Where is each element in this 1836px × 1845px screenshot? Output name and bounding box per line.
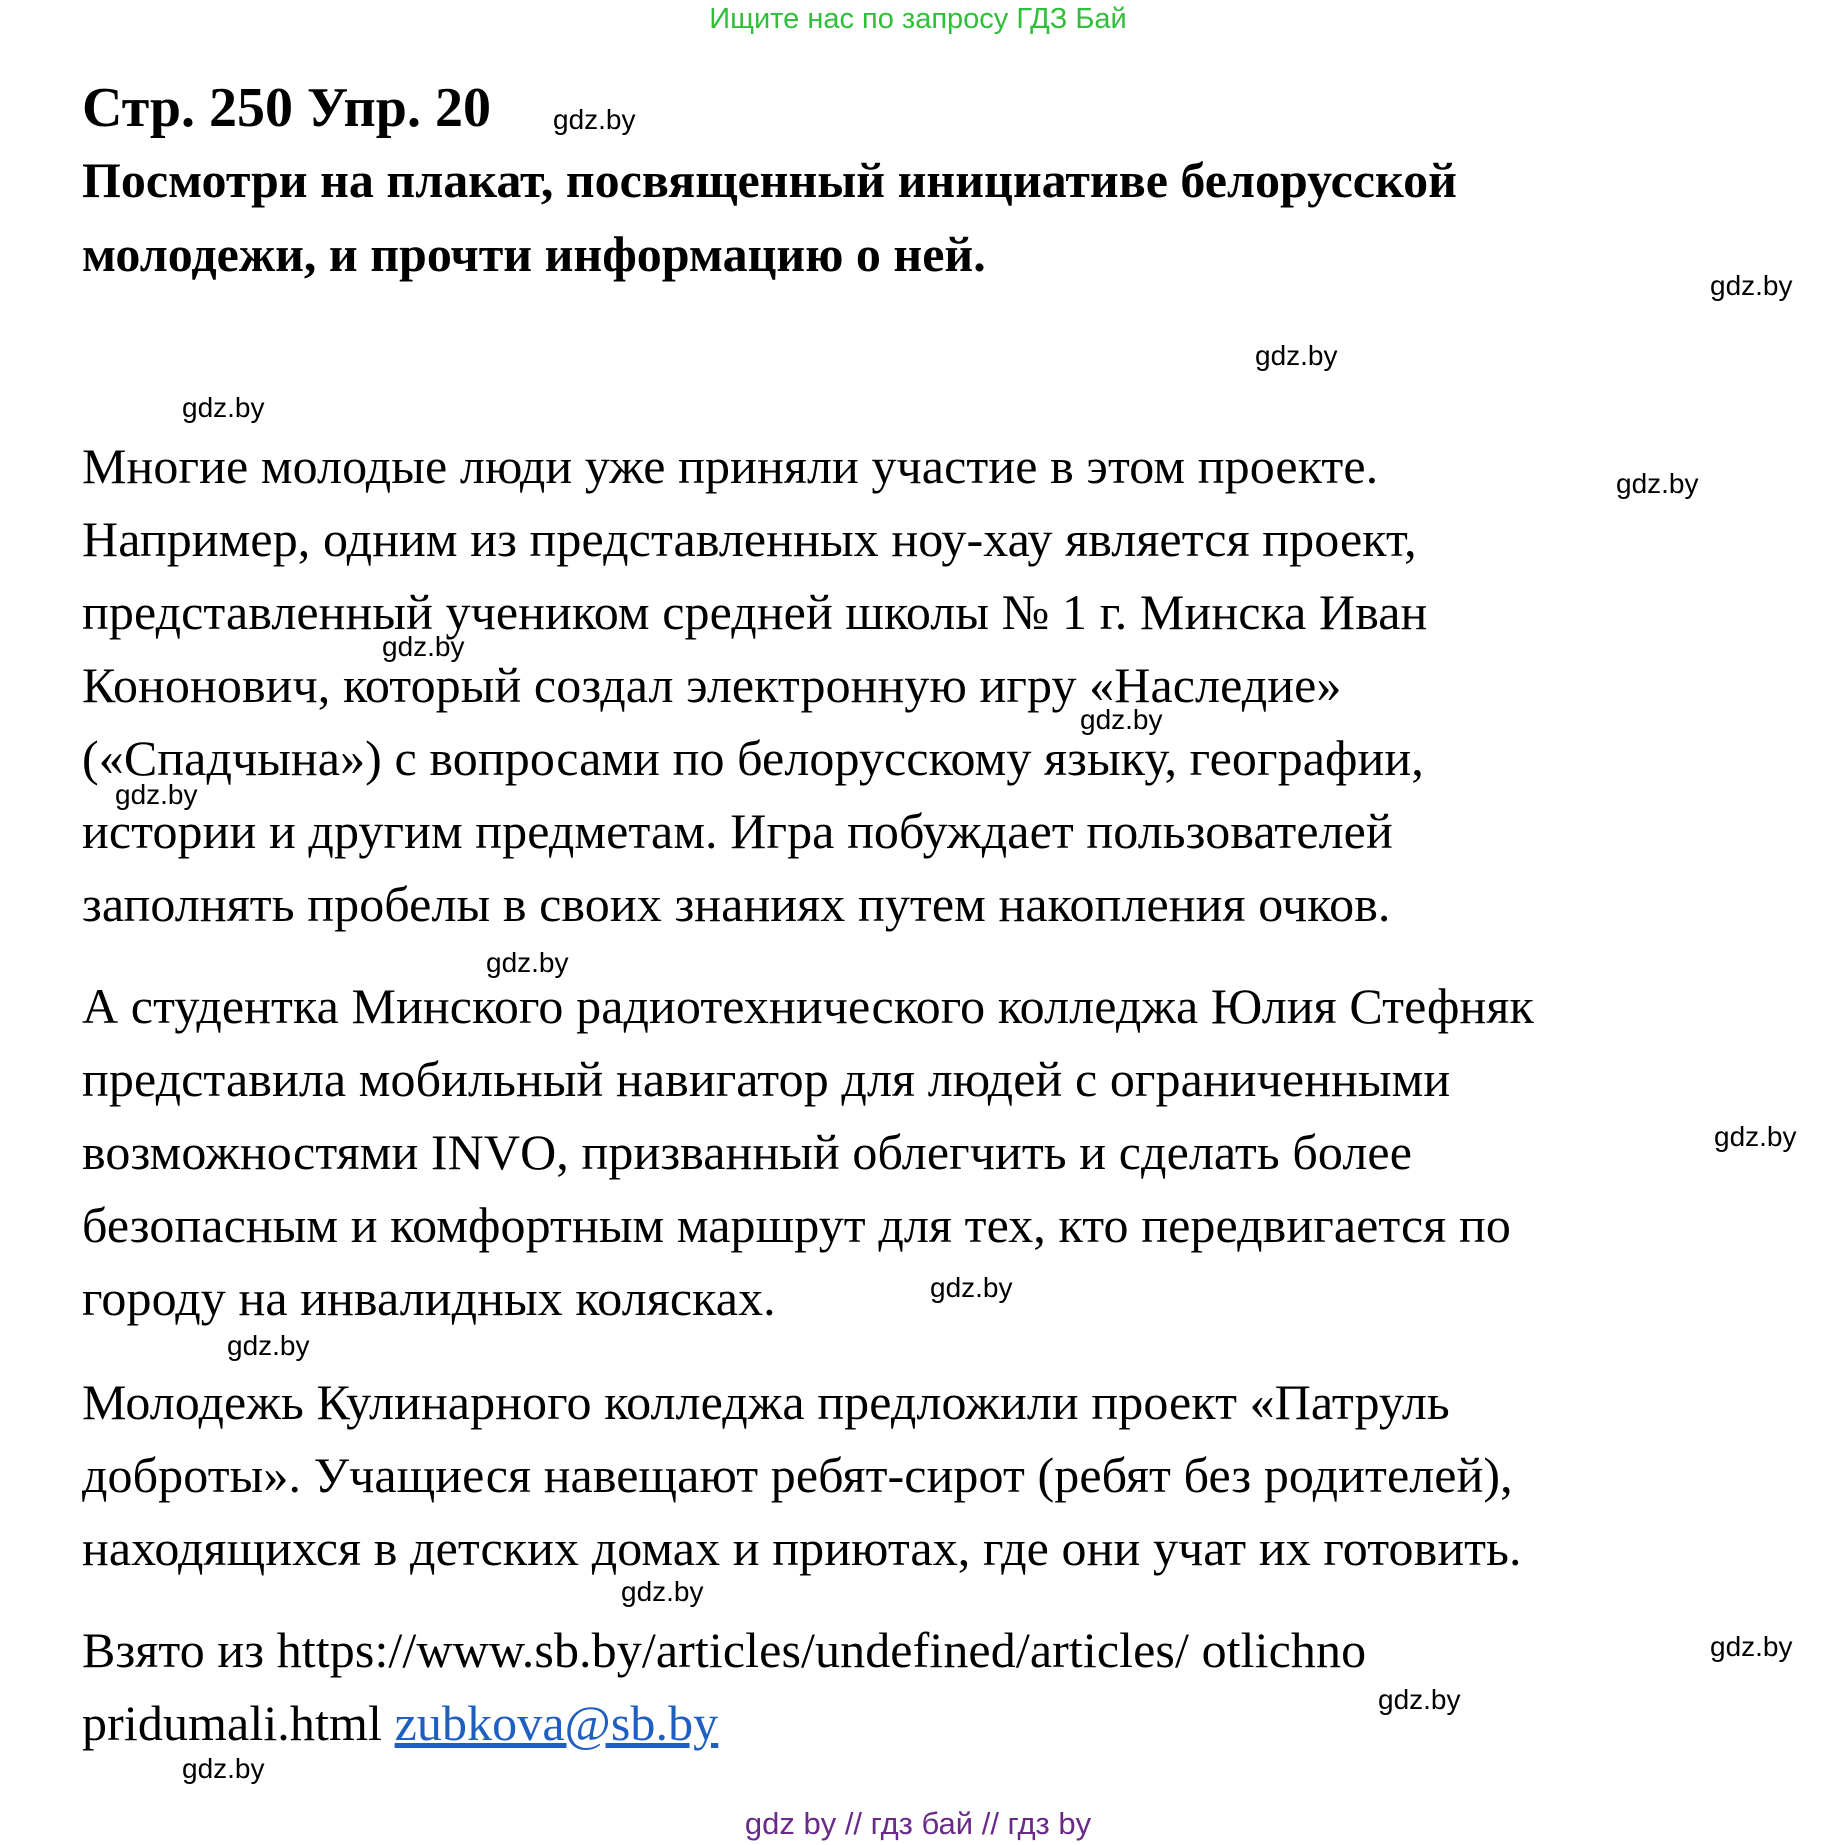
watermark: gdz.by — [227, 1330, 310, 1361]
text-line: Многие молодые люди уже приняли участие в этом проекте. — [82, 438, 1379, 494]
paragraph-knowledge-game — [82, 430, 1427, 941]
watermark: gdz.by — [1255, 340, 1338, 371]
watermark: gdz.by — [486, 947, 569, 978]
watermark: gdz.by — [1378, 1684, 1461, 1715]
text-line: Молодежь Кулинарного колледжа предложили проект «Патруль — [82, 1374, 1450, 1430]
site-search-banner: Ищите нас по запросу ГДЗ Бай — [709, 3, 1127, 35]
text-line: представила мобильный навигатор для людей с ограниченными — [82, 1051, 1451, 1107]
task-statement — [82, 143, 1457, 291]
text-line: А студентка Минского радиотехнического колледжа Юлия Стефняк — [82, 978, 1534, 1034]
watermark: gdz.by — [621, 1576, 704, 1607]
paragraph-kindness-patrol — [82, 1366, 1522, 1585]
text-line: представленный учеником средней школы № 1 г. Минска Иван — [82, 584, 1428, 640]
source-citation — [82, 1614, 1366, 1760]
watermark: gdz.by — [182, 1753, 265, 1784]
footer-watermark: gdz by // гдз бай // гдз by — [744, 1806, 1092, 1841]
source-line — [82, 1687, 1366, 1760]
text-line: доброты». Учащиеся навещают ребят-сирот (ребят без родителей), — [82, 1447, 1513, 1503]
page-title: Стр. 250 Упр. 20 — [82, 77, 491, 139]
text-line: находящихся в детских домах и приютах, где они учат их готовить. — [82, 1520, 1522, 1576]
watermark: gdz.by — [382, 631, 465, 662]
text-line: Например, одним из представленных ноу-хау является проект, — [82, 511, 1417, 567]
watermark: gdz.by — [553, 104, 636, 135]
text-line: («Спадчына») с вопросами по белорусскому языку, географии, — [82, 730, 1424, 786]
watermark: gdz.by — [182, 392, 265, 423]
text-line: городу на инвалидных колясках. — [82, 1270, 776, 1326]
watermark: gdz.by — [930, 1272, 1013, 1303]
text-line: возможностями INVO, призванный облегчить и сделать более — [82, 1124, 1412, 1180]
paragraph-navigator — [82, 970, 1534, 1335]
watermark: gdz.by — [115, 779, 198, 810]
source-line: Взято из https://www.sb.by/articles/undefined/articles/ otlichno — [82, 1622, 1367, 1678]
task-line: Посмотри на плакат, посвященный инициативе белорусской — [82, 152, 1457, 208]
text-line: безопасным и комфортным маршрут для тех, кто передвигается по — [82, 1197, 1511, 1253]
watermark: gdz.by — [1080, 704, 1163, 735]
task-line: молодежи, и прочти информацию о ней. — [82, 226, 986, 282]
text-line: заполнять пробелы в своих знаниях путем накопления очков. — [82, 876, 1391, 932]
text-line: истории и другим предметам. Игра побуждает пользователей — [82, 803, 1393, 859]
watermark: gdz.by — [1710, 270, 1793, 301]
source-filename: pridumali.html — [82, 1695, 382, 1751]
watermark: gdz.by — [1710, 1631, 1793, 1662]
watermark: gdz.by — [1616, 468, 1699, 499]
text-line: Кононович, который создал электронную игру «Наследие» — [82, 657, 1342, 713]
email-link[interactable]: zubkova@sb.by — [394, 1695, 719, 1751]
watermark: gdz.by — [1714, 1121, 1797, 1152]
